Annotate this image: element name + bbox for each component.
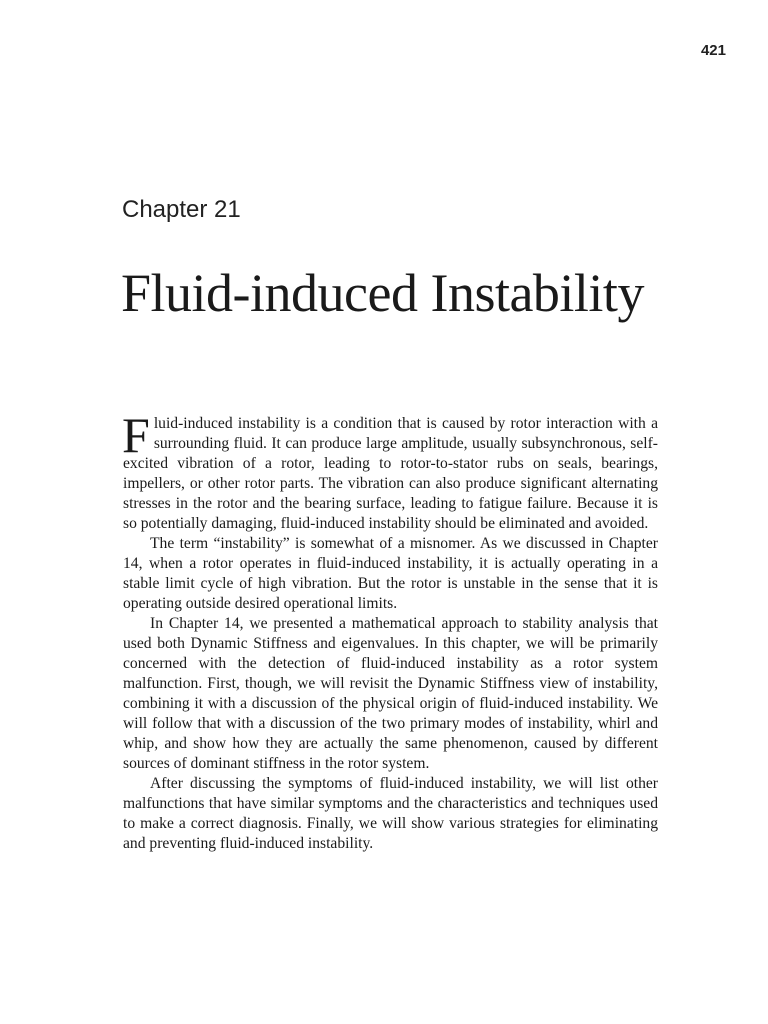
page-number: 421 (700, 42, 726, 59)
chapter-body (122, 407, 658, 854)
paragraph-4: After discussing the symptoms of fluid-induced instability, we will list other malfunctions that have similar symptoms and the characteristics and techniques used to make a correct diagnosis. Finally, we will show various strategies for eliminating and preventing fluid-induced instability. (123, 775, 658, 852)
chapter-title: Fluid-induced Instability (121, 263, 644, 323)
chapter-label: Chapter 21 (122, 196, 241, 223)
paragraph-1-text: luid-induced instability is a condition that is caused by rotor interaction with a surrounding fluid. It can produce large amplitude, usually subsynchronous, self-excited vibration of a rotor, leading to rotor-to-stator rubs on seals, bearings, impellers, or other rotor parts. The vibration can also produce significant alternating stresses in the rotor and the bearing surface, leading to fatigue failure. Because it is so potentially damaging, fluid-induced instability should be eliminated and avoided. (123, 415, 658, 532)
paragraph-1 (122, 407, 658, 534)
paragraph-3: In Chapter 14, we presented a mathematical approach to stability analysis that used both Dynamic Stiffness and eigenvalues. In this chapter, we will be primarily concerned with the detection of fluid-induced instability as a rotor system malfunction. First, though, we will revisit the Dynamic Stiffness view of instability, combining it with a discussion of the physical origin of fluid-induced instability. We will follow that with a discussion of the two primary modes of instability, whirl and whip, and show how they are actually the same phenomenon, caused by different sources of dominant stiffness in the rotor system. (123, 615, 658, 772)
paragraph-2: The term “instability” is somewhat of a misnomer. As we discussed in Chapter 14, when a rotor operates in fluid-induced instability, it is actually operating in a stable limit cycle of high vibration. But the rotor is unstable in the sense that it is operating outside desired operational limits. (123, 535, 658, 612)
drop-cap: F (122, 407, 150, 463)
